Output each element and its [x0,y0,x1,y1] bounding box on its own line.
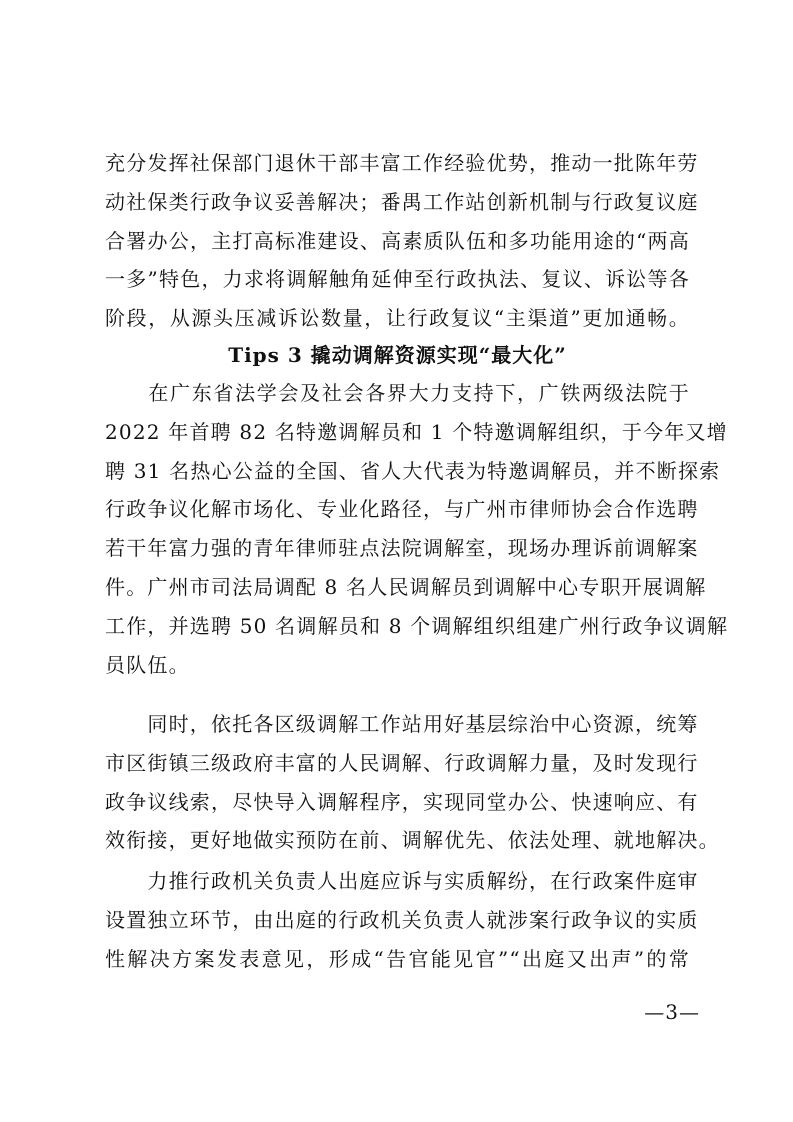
text-line: 合署办公，主打高标准建设、高素质队伍和多功能用途的“两高 [105,228,690,253]
section-heading: Tips 3 撬动调解资源实现“最大化” [228,343,567,367]
text-line: 在广东省法学会及社会各界大力支持下，广铁两级法院于 [105,381,690,405]
paragraph-1 [105,144,699,338]
text-line: 性解决方案发表意见，形成“告官能见官”“出庭又出声”的常 [105,946,690,971]
text-line: 聘 31 名热心公益的全国、省人大代表为特邀调解员，并不断探索 [105,458,721,483]
paragraph-4 [105,862,699,978]
text-line: 阶段，从源头压减诉讼数量，让行政复议“主渠道”更加通畅。 [105,306,690,331]
text-line: 一多”特色，力求将调解触角延伸至行政执法、复议、诉讼等各 [105,267,690,292]
text-line: 工作，并选聘 50 名调解员和 8 个调解组织组建广州行政争议调解 [105,613,729,638]
text-line: 设置独立环节，由出庭的行政机关负责人就涉案行政争议的实质 [105,907,699,932]
text-line: 2022 年首聘 82 名特邀调解员和 1 个特邀调解组织，于今年又增 [105,419,728,444]
page-number: —3— [644,1000,700,1024]
text-line: 政争议线索，尽快导入调解程序，实现同堂办公、快速响应、有 [105,789,699,814]
text-line: 件。广州市司法局调配 8 名人民调解员到调解中心专职开展调解 [105,574,707,599]
text-line: 同时，依托各区级调解工作站用好基层综治中心资源，统筹 [105,712,699,736]
text-line: 行政争议化解市场化、专业化路径，与广州市律师协会合作选聘 [105,497,699,522]
text-line: 若干年富力强的青年律师驻点法院调解室，现场办理诉前调解案 [105,536,699,561]
text-line: 效衔接，更好地做实预防在前、调解优先、依法处理、就地解决。 [105,828,720,853]
paragraph-3 [105,705,720,860]
text-line: 力推行政机关负责人出庭应诉与实质解纷，在行政案件庭审 [105,869,699,893]
text-line: 动社保类行政争议妥善解决；番禺工作站创新机制与行政复议庭 [105,189,699,214]
text-line: 员队伍。 [105,652,190,677]
text-line: 市区街镇三级政府丰富的人民调解、行政调解力量，及时发现行 [105,750,699,775]
text-line: 充分发挥社保部门退休干部丰富工作经验优势，推动一批陈年劳 [105,151,699,175]
paragraph-2 [105,374,729,684]
